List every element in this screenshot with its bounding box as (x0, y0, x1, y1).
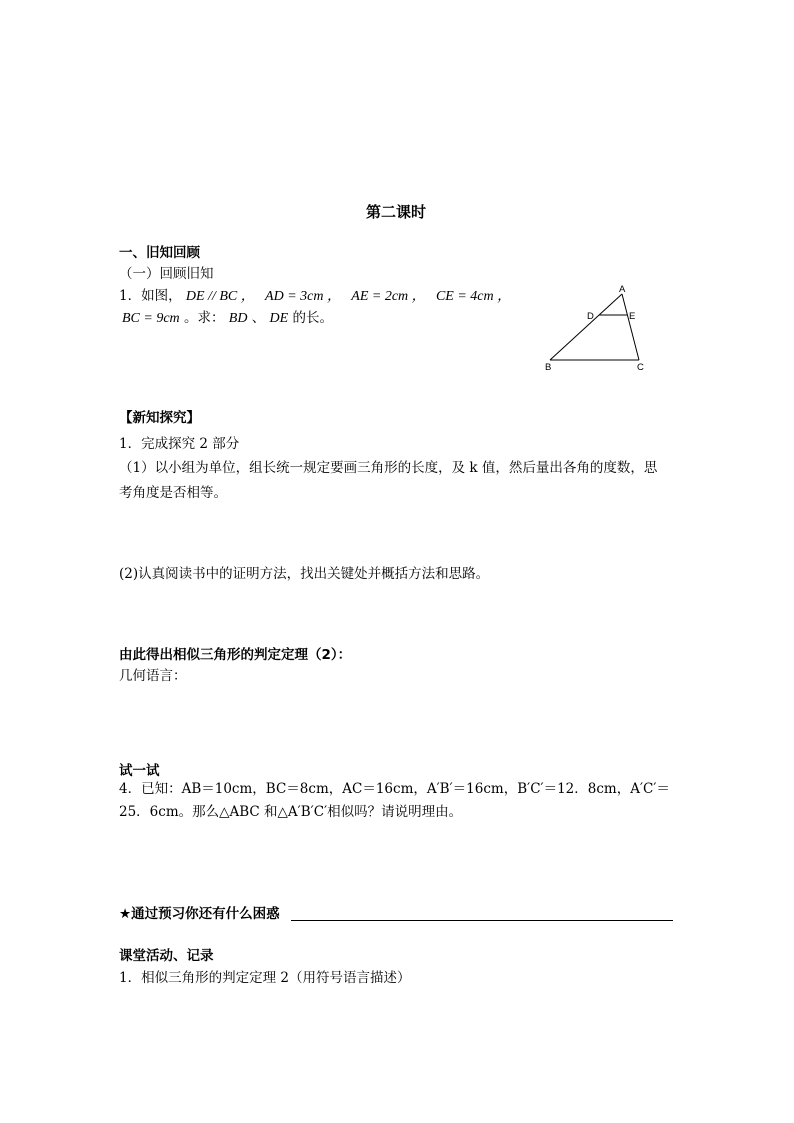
page-title: 第二课时 (366, 203, 427, 221)
label-a: A (619, 284, 626, 295)
try-it-heading: 试一试 (119, 763, 160, 779)
activity-1-line-2: 考角度是否相等。 (119, 485, 227, 501)
answer-line (291, 920, 673, 921)
side-ac (622, 294, 639, 360)
try-it-line-1: 4．已知：AB＝10cm，BC＝8cm，AC＝16cm，A′B′＝16cm，B′C′＝12．8cm，A′C′＝ (119, 781, 670, 797)
preview-question: ★通过预习你还有什么困惑 (119, 906, 280, 922)
section-heading-new-knowledge: 【新知探究】 (119, 410, 200, 426)
given-de-parallel-bc: DE // BC ， (185, 289, 255, 304)
unknown-de: DE (269, 311, 289, 326)
given-ad: AD = 3cm ， (265, 289, 341, 304)
label-c: C (637, 362, 644, 373)
activity-2: (2)认真阅读书中的证明方法，找出关键处并概括方法和思路。 (119, 566, 490, 582)
question-1-line-2 (122, 310, 333, 328)
section-heading-review: 一、旧知回顾 (119, 245, 200, 261)
theorem-heading: 由此得出相似三角形的判定定理（2）： (119, 647, 352, 663)
triangle-figure (538, 284, 658, 376)
label-b: B (545, 362, 552, 373)
label-e: E (629, 311, 636, 322)
question-1-number: 1．如图， (119, 288, 182, 304)
unknown-bd: BD (228, 311, 248, 326)
question-1-line-1 (119, 288, 511, 306)
new-knowledge-item-1: 1．完成探究 2 部分 (119, 436, 240, 452)
question-1-ask: 。求： (183, 310, 225, 326)
question-1-ask-end: 的长。 (292, 310, 333, 326)
subsection-heading-review: （一）回顾旧知 (119, 266, 214, 282)
given-bc: BC = 9cm (122, 311, 180, 326)
question-1-separator: 、 (251, 310, 266, 326)
geometry-language-label: 几何语言： (119, 668, 187, 684)
class-activity-heading: 课堂活动、记录 (119, 948, 214, 964)
class-activity-item-1: 1．相似三角形的判定定理 2（用符号语言描述） (119, 970, 411, 986)
side-ab (550, 294, 622, 360)
given-ce: CE = 4cm ， (435, 289, 512, 304)
activity-1-line-1: （1）以小组为单位，组长统一规定要画三角形的长度，及 k 值，然后量出各角的度数，思 (119, 460, 658, 476)
given-ae: AE = 2cm ， (351, 289, 426, 304)
label-d: D (587, 311, 594, 322)
try-it-line-2: 25．6cm。那么△ABC 和△A′B′C′相似吗？请说明理由。 (119, 804, 463, 820)
